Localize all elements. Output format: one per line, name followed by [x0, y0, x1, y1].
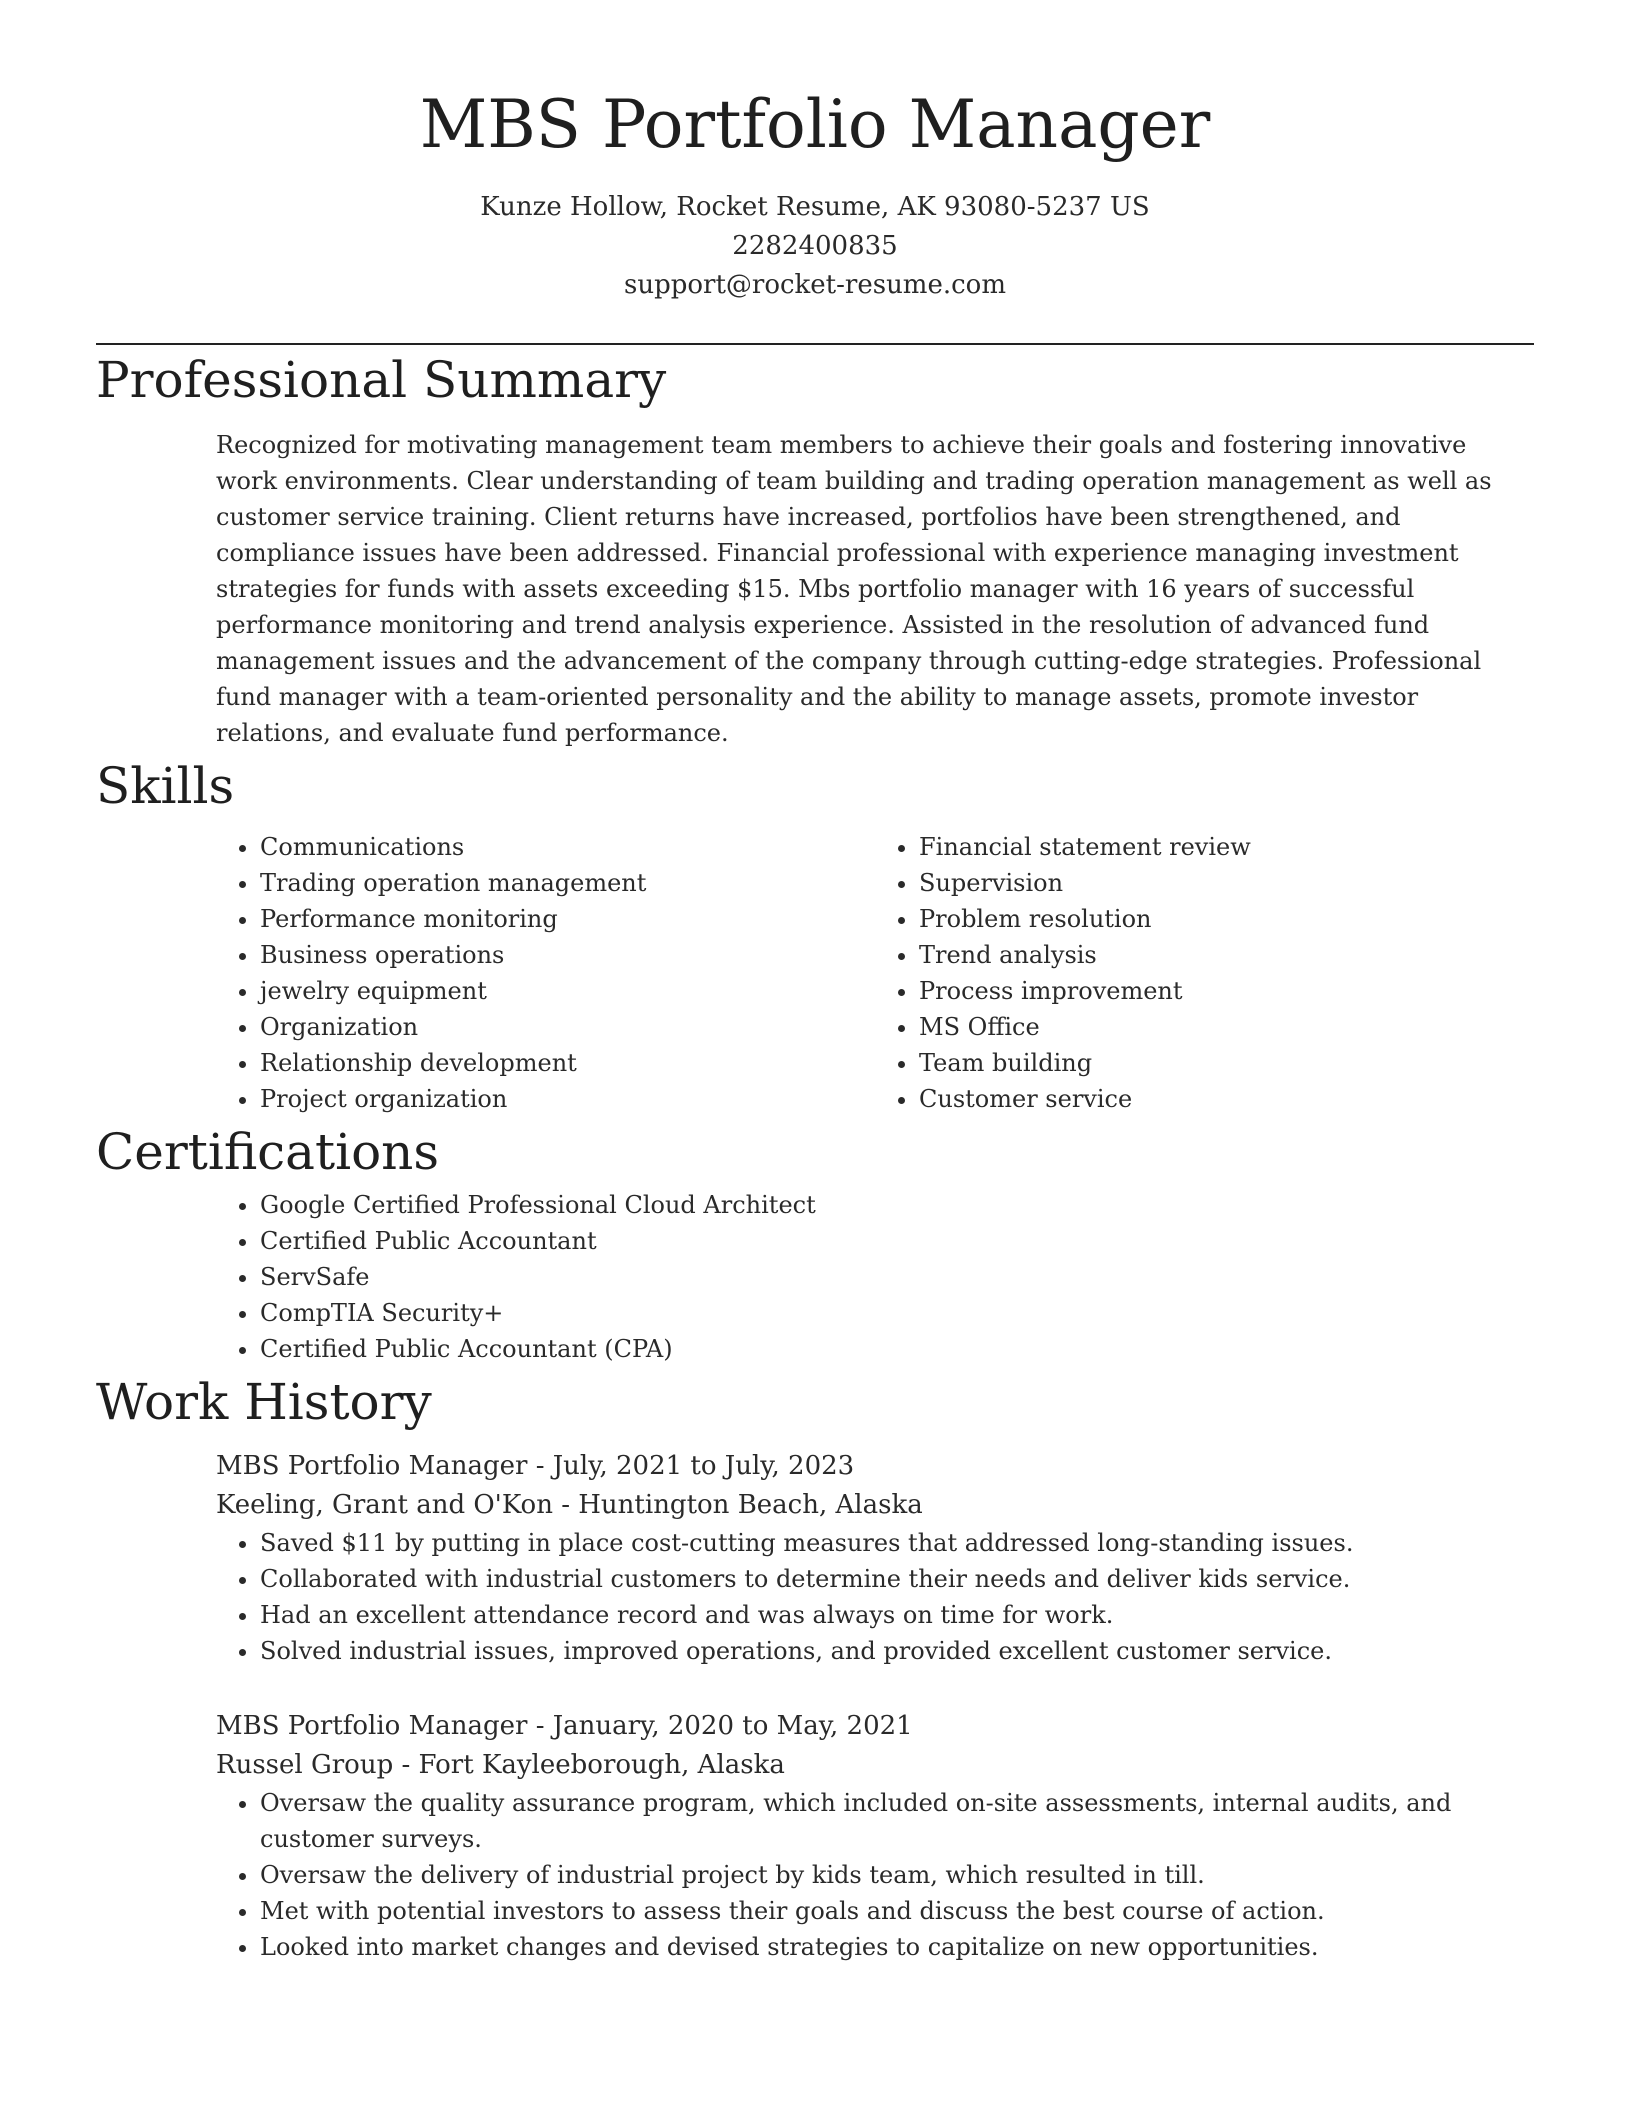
contact-address: Kunze Hollow, Rocket Resume, AK 93080-5237 US	[480, 192, 1150, 222]
contact-block	[96, 188, 1534, 305]
job-role-dates: MBS Portfolio Manager - July, 2021 to July, 2023	[216, 1451, 855, 1481]
skill-item: • Problem resolution	[919, 901, 1534, 937]
certification-item: • CompTIA Security+	[260, 1295, 1534, 1331]
work-history-heading: Work History	[96, 1373, 432, 1431]
job-entry	[216, 1447, 1534, 1669]
skill-item: • Organization	[260, 1009, 875, 1045]
skill-item: • Relationship development	[260, 1045, 875, 1081]
skill-item: • MS Office	[919, 1009, 1534, 1045]
job-duty: • Oversaw the quality assurance program, which included on-site assessments, internal audits, and customer surveys.	[260, 1785, 1534, 1857]
certification-item: • Certified Public Accountant	[260, 1223, 1534, 1259]
skill-item: • Trend analysis	[919, 937, 1534, 973]
certifications-section	[216, 1187, 1534, 1367]
certifications-heading: Certifications	[96, 1123, 440, 1181]
skills-heading: Skills	[96, 757, 235, 815]
resume-header	[96, 0, 1534, 305]
skill-item: • Process improvement	[919, 973, 1534, 1009]
skills-list-left	[216, 829, 875, 1117]
job-duty: • Collaborated with industrial customers to determine their needs and deliver kids service.	[260, 1561, 1534, 1597]
certification-item: • ServSafe	[260, 1259, 1534, 1295]
skill-item: • Financial statement review	[919, 829, 1534, 865]
skill-item: • Communications	[260, 829, 875, 865]
job-duty: • Looked into market changes and devised strategies to capitalize on new opportunities.	[260, 1929, 1534, 1965]
job-company-location: Russel Group - Fort Kayleeborough, Alaska	[216, 1750, 785, 1780]
resume-name: MBS Portfolio Manager	[419, 86, 1211, 163]
contact-email: support@rocket-resume.com	[623, 270, 1006, 300]
skill-item: • Customer service	[919, 1081, 1534, 1117]
skill-item: • Performance monitoring	[260, 901, 875, 937]
skill-item: • Team building	[919, 1045, 1534, 1081]
job-duties-list	[216, 1785, 1534, 1965]
job-company-location: Keeling, Grant and O'Kon - Huntington Beach, Alaska	[216, 1490, 923, 1520]
work-history-section	[216, 1447, 1534, 1965]
job-duty: • Oversaw the delivery of industrial project by kids team, which resulted in till.	[260, 1857, 1534, 1893]
skill-item: • Project organization	[260, 1081, 875, 1117]
skill-item: • Trading operation management	[260, 865, 875, 901]
skills-list-right	[875, 829, 1534, 1117]
skills-section	[216, 829, 1534, 1117]
skill-item: • jewelry equipment	[260, 973, 875, 1009]
job-duty: • Met with potential investors to assess their goals and discuss the best course of action.	[260, 1893, 1534, 1929]
summary-heading: Professional Summary	[96, 351, 667, 409]
certification-item: • Certified Public Accountant (CPA)	[260, 1331, 1534, 1367]
summary-section	[216, 427, 1534, 751]
skill-item: • Supervision	[919, 865, 1534, 901]
certifications-list	[216, 1187, 1534, 1367]
job-duty: • Solved industrial issues, improved operations, and provided excellent customer service.	[260, 1633, 1534, 1669]
job-duty: • Saved $11 by putting in place cost-cutting measures that addressed long-standing issues.	[260, 1525, 1534, 1561]
certification-item: • Google Certified Professional Cloud Architect	[260, 1187, 1534, 1223]
skill-item: • Business operations	[260, 937, 875, 973]
job-duties-list	[216, 1525, 1534, 1669]
contact-phone: 2282400835	[732, 231, 898, 261]
job-duty: • Had an excellent attendance record and was always on time for work.	[260, 1597, 1534, 1633]
job-role-dates: MBS Portfolio Manager - January, 2020 to May, 2021	[216, 1711, 913, 1741]
summary-text: Recognized for motivating management team members to achieve their goals and fostering innovative work environments. Clear understanding of team building and trading operation management as well as customer service training. Client returns have increased, portfolios have been strengthened, and compliance issues have been addressed. Financial professional with experience managing investment strategies for funds with assets exceeding $15. Mbs portfolio manager with 16 years of successful performance monitoring and trend analysis experience. Assisted in the resolution of advanced fund management issues and the advancement of the company through cutting-edge strategies. Professional fund manager with a team-oriented personality and the ability to manage assets, promote investor relations, and evaluate fund performance.	[216, 431, 1492, 747]
skills-grid	[216, 829, 1534, 1117]
job-entry	[216, 1707, 1534, 1965]
